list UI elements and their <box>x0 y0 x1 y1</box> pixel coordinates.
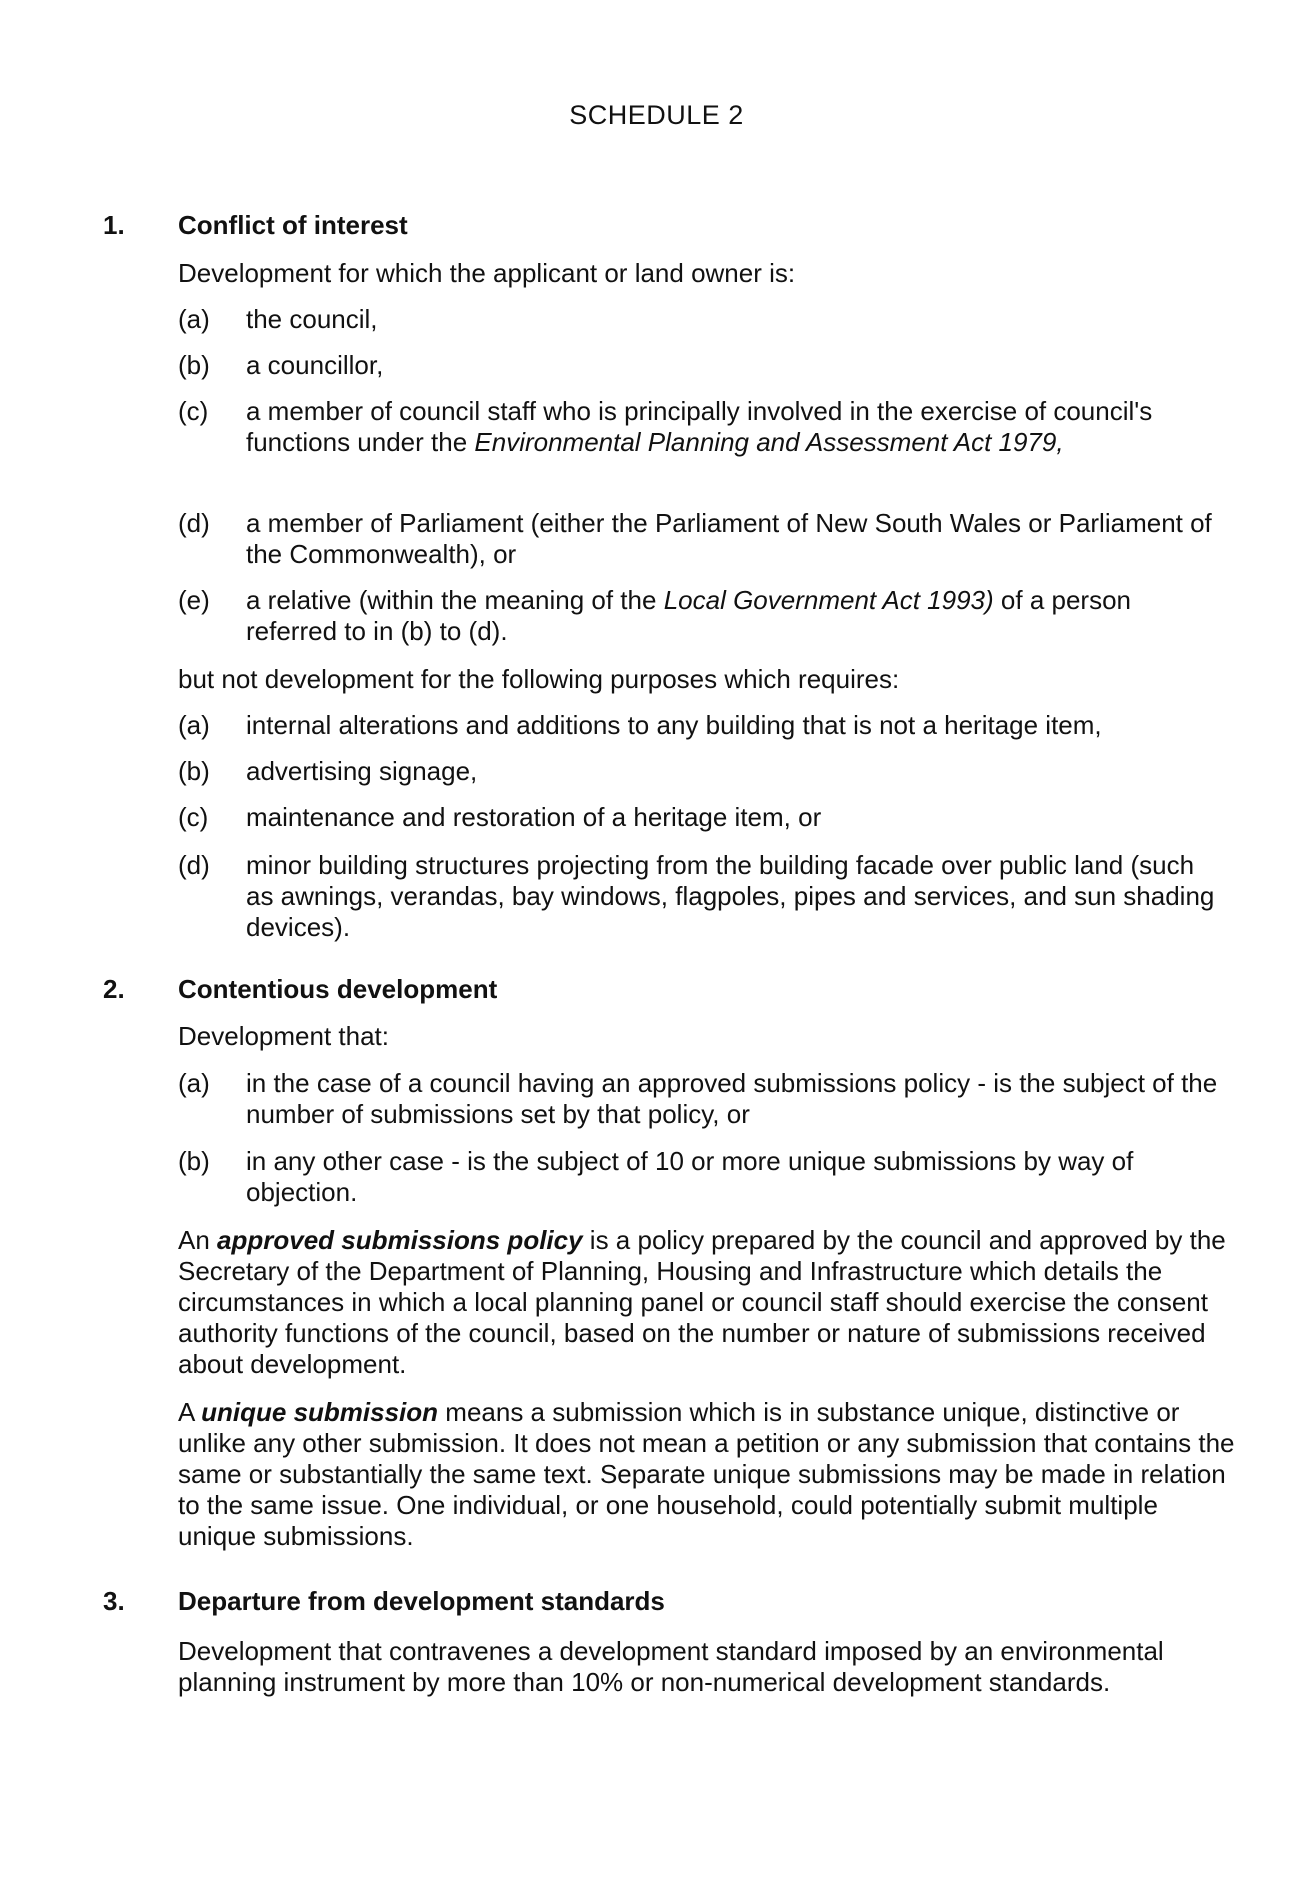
item-text: in the case of a council having an approved submissions policy - is the subject of the number of submissions set by that policy, or <box>246 1068 1218 1129</box>
section-3-intro: Development that contravenes a development standard imposed by an environmental planning instrument by more than 10% or non-numerical development standards. <box>178 1636 1164 1697</box>
item-label: (a) <box>178 1068 210 1098</box>
section-3-heading: Departure from development standards <box>178 1586 665 1616</box>
item-label: (c) <box>178 396 209 426</box>
item-label: (b) <box>178 1146 210 1176</box>
item-label: (a) <box>178 710 210 740</box>
definition-approved-submissions-policy: An approved submissions policy is a policy prepared by the council and approved by the Secretary of the Department of Planning, Housing and Infrastructure which details the circumstances in which a local planning panel or council staff should exercise the consent authority functions of the council, based on the number or nature of submissions received about development. <box>178 1225 1226 1379</box>
section-1-exception-intro: but not development for the following purposes which requires: <box>178 664 900 694</box>
section-3-number: 3. <box>103 1586 125 1616</box>
item-text: advertising signage, <box>246 756 478 786</box>
item-text: minor building structures projecting from the building facade over public land (such as awnings, verandas, bay windows, flagpoles, pipes and services, and sun shading devices). <box>246 850 1215 942</box>
item-label: (d) <box>178 850 210 880</box>
section-1-heading: Conflict of interest <box>178 210 408 240</box>
defined-term: approved submissions policy <box>217 1225 583 1255</box>
item-label: (e) <box>178 585 210 615</box>
item-text: a councillor, <box>246 350 384 380</box>
act-name: Environmental Planning and Assessment Act 1979, <box>474 427 1064 457</box>
document-title: SCHEDULE 2 <box>569 100 744 130</box>
item-text: internal alterations and additions to any building that is not a heritage item, <box>246 710 1102 740</box>
item-text: a relative (within the meaning of the Local Government Act 1993) of a person referred to in (b) to (d). <box>246 585 1131 646</box>
item-label: (a) <box>178 304 210 334</box>
item-label: (c) <box>178 802 209 832</box>
item-text: maintenance and restoration of a heritage item, or <box>246 802 822 832</box>
section-2-number: 2. <box>103 974 125 1004</box>
section-1-intro: Development for which the applicant or land owner is: <box>178 258 796 288</box>
section-1-number: 1. <box>103 210 125 240</box>
item-text: the council, <box>246 304 378 334</box>
section-2-heading: Contentious development <box>178 974 498 1004</box>
item-text: a member of Parliament (either the Parliament of New South Wales or Parliament of the Commonwealth), or <box>246 508 1212 569</box>
item-label: (b) <box>178 756 210 786</box>
definition-unique-submission: A unique submission means a submission which is in substance unique, distinctive or unlike any other submission. It does not mean a petition or any submission that contains the same or substantially the same text. Separate unique submissions may be made in relation to the same issue. One individual, or one household, could potentially submit multiple unique submissions. <box>178 1397 1235 1551</box>
item-label: (b) <box>178 350 210 380</box>
act-name: Local Government Act 1993) <box>663 585 994 615</box>
item-text: in any other case - is the subject of 10 or more unique submissions by way of objection. <box>246 1146 1134 1207</box>
section-2-intro: Development that: <box>178 1021 390 1051</box>
defined-term: unique submission <box>201 1397 439 1427</box>
item-text: a member of council staff who is principally involved in the exercise of council's functions under the Environmental Planning and Assessment Act 1979, <box>246 396 1153 457</box>
item-label: (d) <box>178 508 210 538</box>
